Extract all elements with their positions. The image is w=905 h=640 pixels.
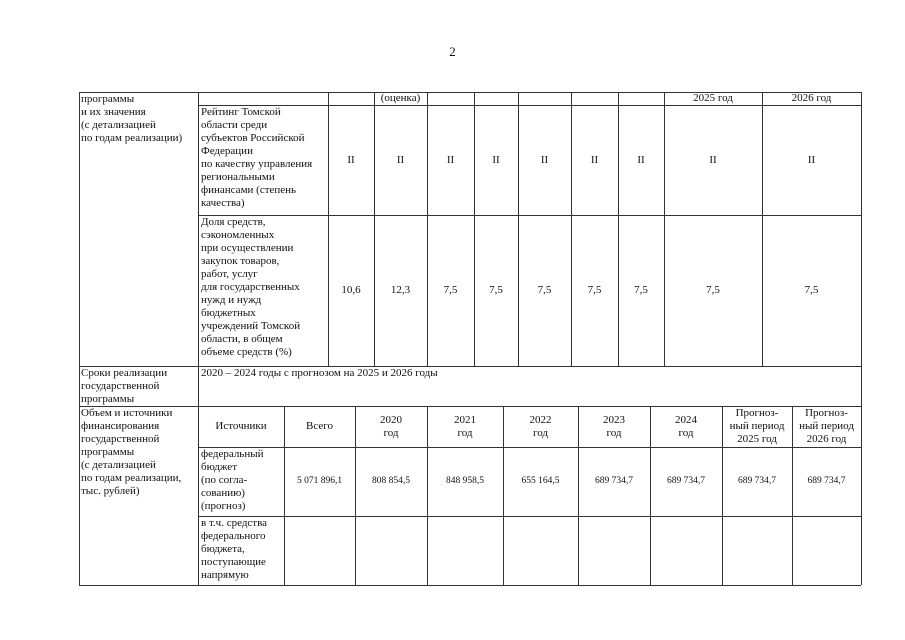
indicator-header-cell: 2025 год [693, 92, 733, 104]
table-left-border [79, 92, 80, 585]
indicator-header-cell: 2026 год [791, 92, 832, 104]
finance-value: 689 734,7 [667, 476, 705, 486]
finance-value: 655 164,5 [521, 476, 560, 486]
indicator-value: II [637, 153, 645, 166]
indicator-value: 7,5 [706, 284, 720, 296]
table-bottom-border [79, 585, 861, 586]
indicator-value: II [446, 153, 455, 166]
indicator-value: 7,5 [537, 284, 552, 296]
table-right-border [861, 92, 862, 585]
grid-line [198, 516, 861, 517]
indicator-value: 12,3 [390, 284, 411, 296]
terms-value: 2020 – 2024 годы с прогнозом на 2025 и 2026 годы [201, 367, 438, 379]
indicator-value: 7,5 [489, 284, 503, 296]
finance-header-cell: Источники [215, 420, 267, 432]
finance-value: 808 854,5 [372, 476, 410, 486]
indicator-value: II [347, 153, 355, 166]
indicator-header-cell: (оценка) [380, 92, 421, 104]
indicator-name: Рейтинг Томской области среди субъектов Российской Федерации по качеству управления региональными финансами (степень качества) [201, 106, 313, 209]
indicator-value: II [709, 153, 717, 166]
indicator-name: Доля средств, сэкономленных при осуществлении закупок товаров, работ, услуг для государственных нужд и нужд бюджетных учреждений Томской области, в общем объеме средств (%) [201, 216, 301, 358]
finance-header-cell: 2022 год [529, 413, 552, 439]
finance-value: 689 734,7 [807, 476, 846, 486]
finance-value: 689 734,7 [738, 476, 776, 486]
finance-source: в т.ч. средства федерального бюджета, поступающие напрямую [201, 517, 268, 581]
indicators-row-label: программы и их значения (с детализацией по годам реализации) [81, 93, 183, 144]
indicator-value: 7,5 [587, 284, 602, 296]
finance-header-cell: 2020 год [380, 413, 402, 439]
indicator-value: II [396, 153, 405, 166]
indicator-value: II [807, 153, 816, 166]
label-column-border [198, 92, 199, 585]
finance-value: 848 958,5 [446, 476, 484, 486]
indicator-value: 7,5 [804, 284, 819, 296]
indicator-value: II [492, 153, 500, 166]
indicator-value: 10,6 [341, 284, 361, 296]
finance-value: 689 734,7 [595, 476, 633, 486]
finance-header-cell: Всего [306, 420, 333, 432]
terms-label: Сроки реализации государственной программы [81, 367, 168, 405]
finance-header-cell: 2023 год [603, 413, 625, 439]
finance-label: Объем и источники финансирования государственной программы (с детализацией по годам реализации, тыс. рублей) [81, 407, 182, 497]
finance-header-cell: Прогноз- ный период 2025 год [729, 407, 785, 445]
finance-value: 5 071 896,1 [296, 476, 343, 486]
finance-header-cell: 2024 год [675, 413, 697, 439]
indicator-value: 7,5 [634, 284, 648, 296]
finance-header-cell: 2021 год [454, 413, 476, 439]
indicator-value: 7,5 [443, 284, 458, 296]
finance-source: федеральный бюджет (по согла- сованию) (прогноз) [201, 448, 264, 512]
indicator-value: II [590, 153, 599, 166]
indicator-value: II [540, 153, 549, 166]
finance-header-cell: Прогноз- ный период 2026 год [799, 407, 854, 445]
page-number: 2 [449, 44, 456, 59]
